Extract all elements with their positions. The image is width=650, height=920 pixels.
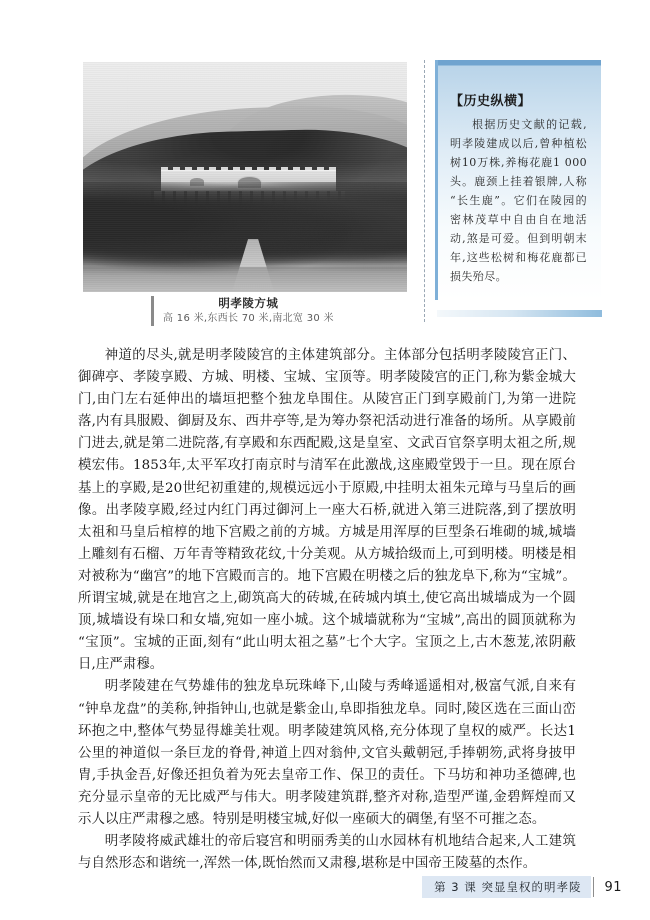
top-area	[0, 0, 650, 340]
caption-accent-bar	[151, 296, 154, 326]
caption-title: 明孝陵方城	[218, 296, 279, 310]
footer-divider	[593, 877, 594, 897]
history-note-title: 【历史纵横】	[450, 94, 532, 109]
caption-texts	[163, 296, 334, 326]
body-paragraph: 明孝陵将威武雄壮的帝后寝宫和明丽秀美的山水园林有机地结合起来,人工建筑与自然形态和谐统一,浑然一体,既怡然而又肃穆,堪称是中国帝王陵墓的杰作。	[78, 834, 576, 872]
figure-caption	[151, 296, 334, 326]
body-paragraph: 神道的尽头,就是明孝陵陵宫的主体建筑部分。主体部分包括明孝陵陵宫正门、御碑亭、孝陵享殿、方城、明楼、宝城、宝顶等。明孝陵陵宫的正门,称为紫金城大门,由门左右延伸出的墙垣把整个独龙阜围住。从陵宫正门到享殿前门,为第一进院落,内有具服殿、御厨及东、西井亭等,是为筹办祭祀活动进行准备的场所。从享殿前门进去,就是第二进院落,有享殿和东西配殿,这是皇室、文武百官祭享明太祖之所,规模宏伟。1853年,太平军攻打南京时与清军在此激战,这座殿堂毁于一旦。现在原台基上的享殿,是20世纪初重建的,规模远远小于原殿,中挂明太祖朱元璋与马皇后的画像。出孝陵享殿,经过内红门再过御河上一座大石桥,就进入第三进院落,到了摆放明太祖和马皇后棺椁的地下宫殿之前的方城。方城是用浑厚的巨型条石堆砌的城,城墙上雕刻有石榴、万年青等精致花纹,十分美观。从方城拾级而上,可到明楼。明楼是相对被称为“幽宫”的地下宫殿而言的。地下宫殿在明楼之后的独龙阜下,称为“宝城”。所谓宝城,就是在地宫之上,砌筑高大的砖城,在砖城内填土,使它高出城墙成为一个圆顶,城墙设有垛口和女墙,宛如一座小城。这个城墙就称为“宝城”,高出的圆顶就称为“宝顶”。宝城的正面,刻有“此山明太祖之墓”七个大字。宝顶之上,古木葱茏,浓阴蔽日,庄严肃穆。	[78, 348, 576, 673]
photo-foreground-ground	[83, 267, 407, 292]
body-paragraph: 明孝陵建在气势雄伟的独龙阜玩珠峰下,山陵与秀峰遥遥相对,极富气派,自来有“钟阜龙盘”的美称,钟指钟山,也就是紫金山,阜即指独龙阜。同时,陵区选在三面山峦环抱之中,整体气势显得雄美壮观。明孝陵建筑风格,充分体现了皇权的威严。长达1公里的神道似一条巨龙的脊骨,神道上四对翁仲,文官头戴朝冠,手捧朝笏,武将身披甲胄,手执金吾,好像还担负着为死去皇帝工作、保卫的责任。下马坊和神功圣德碑,也充分显示皇帝的无比威严与伟大。明孝陵建筑群,整齐对称,造型严谨,金碧辉煌而又示人以庄严肃穆之感。特别是明楼宝城,好似一座硕大的碉堡,有坚不可摧之态。	[78, 679, 576, 827]
page-footer	[0, 876, 650, 898]
mausoleum-photo	[83, 62, 407, 292]
history-note-body: 根据历史文献的记载,明孝陵建成以后,曾种植松树10万株,养梅花鹿1 000头。鹿颈上挂着银牌,人称“长生鹿”。它们在陵园的密林茂草中自由自在地活动,煞是可爱。但到明朝末年,这些松树和梅花鹿都已损失殆尽。	[450, 118, 587, 283]
page-number: 91	[604, 879, 622, 895]
figure-block	[83, 62, 407, 292]
main-body-text	[78, 345, 576, 875]
history-note-bottom-bar	[437, 310, 602, 317]
footer-chapter-title: 第 3 课 突显皇权的明孝陵	[422, 876, 591, 898]
history-note-box	[435, 60, 601, 300]
caption-subtitle: 高 16 米,东西长 70 米,南北宽 30 米	[163, 313, 334, 324]
history-note-sidebar	[424, 60, 600, 322]
